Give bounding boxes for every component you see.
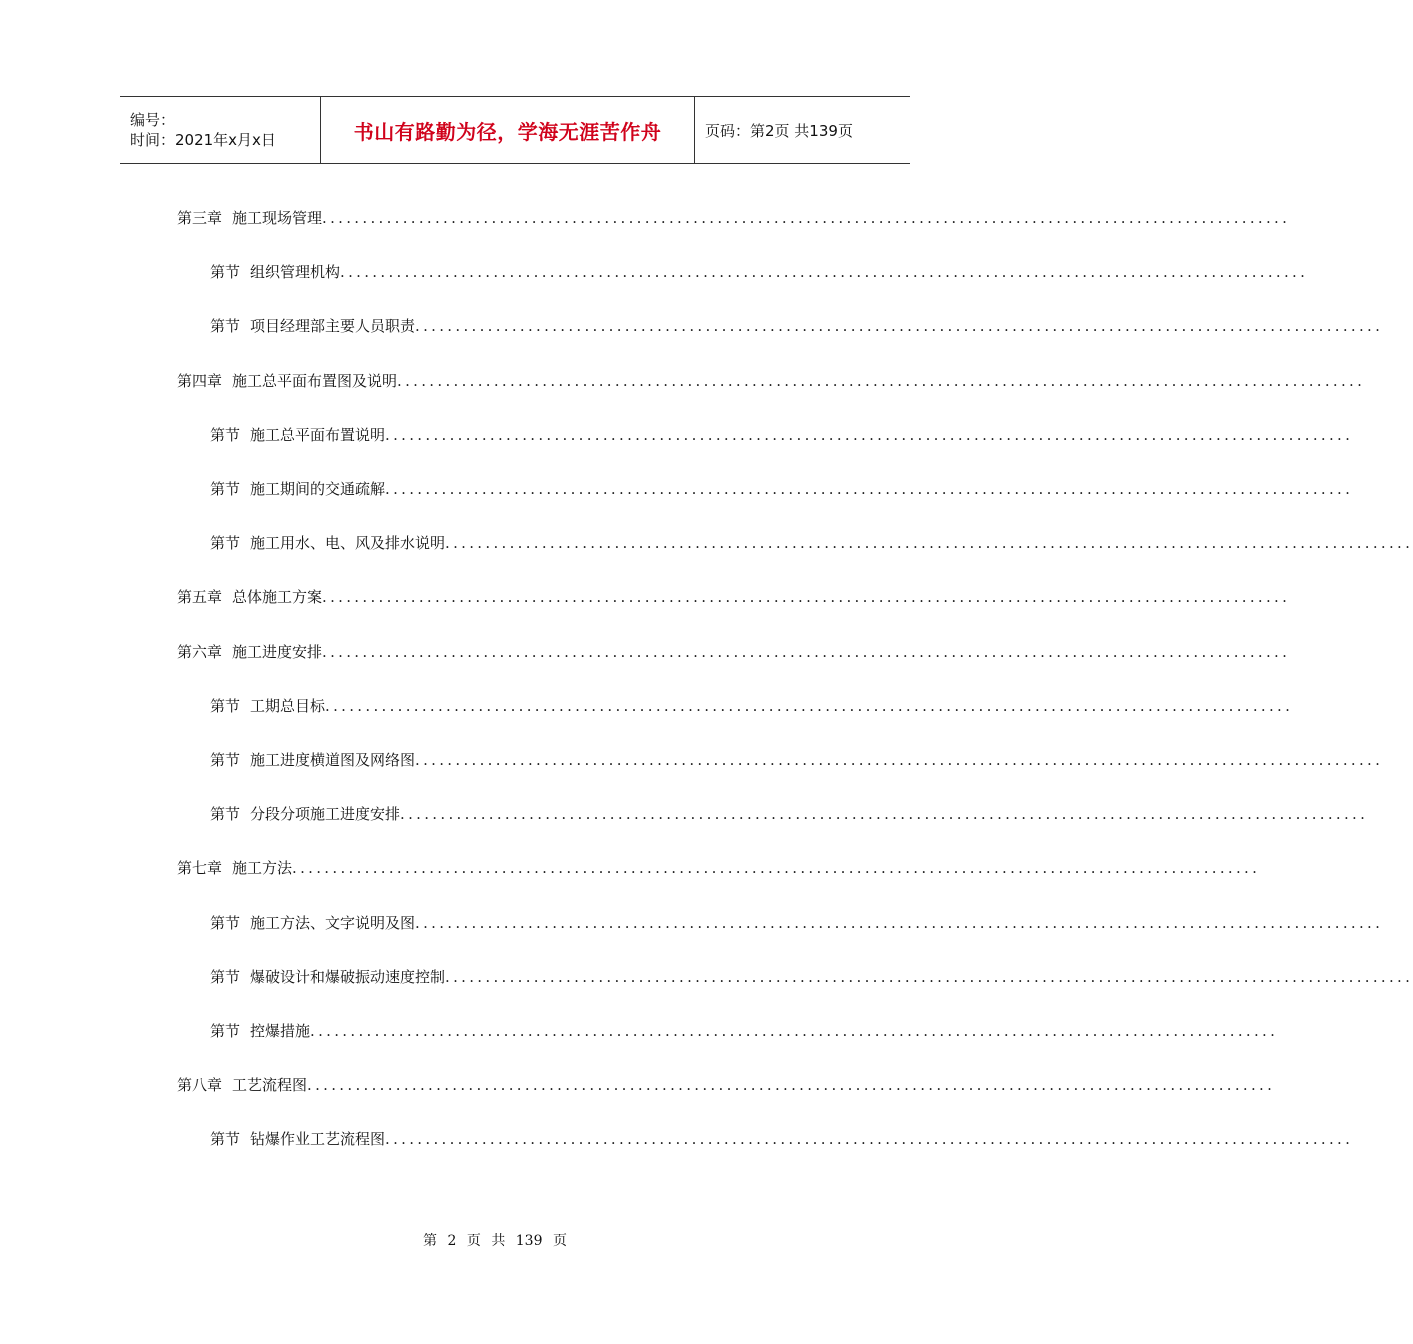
footer-page-number: 2 [447, 1233, 457, 1249]
toc-section-entry[interactable] [210, 261, 1309, 283]
toc-entry-number: 第节 [210, 751, 241, 769]
toc-entry-label [210, 1020, 310, 1042]
toc-entry-title: 施工总平面布置说明 [250, 426, 386, 444]
toc-section-entry[interactable] [210, 478, 1354, 500]
toc-dot-leader: ........................................................................................................................ [397, 372, 1366, 390]
toc-dot-leader: ........................................................................................................................ [307, 1076, 1276, 1094]
toc-chapter-entry[interactable] [177, 370, 1366, 392]
toc-dot-leader: ........................................................................................................................ [415, 751, 1384, 769]
toc-entry-title: 施工现场管理 [232, 209, 323, 227]
toc-entry-label [177, 641, 322, 663]
toc-entry-title: 施工方法、文字说明及图 [250, 914, 416, 932]
toc-section-entry[interactable] [210, 966, 1413, 988]
toc-entry-label [210, 532, 445, 554]
toc-entry-label [177, 586, 322, 608]
toc-entry-title: 钻爆作业工艺流程图 [250, 1130, 386, 1148]
toc-section-entry[interactable] [210, 315, 1384, 337]
toc-dot-leader: ........................................................................................................................ [340, 263, 1309, 281]
footer-di: 第 [423, 1233, 438, 1249]
toc-entry-number: 第三章 [177, 209, 223, 227]
toc-entry-title: 工期总目标 [250, 697, 326, 715]
toc-entry-number: 第四章 [177, 372, 223, 390]
toc-entry-title: 施工总平面布置图及说明 [232, 372, 398, 390]
toc-entry-number: 第节 [210, 914, 241, 932]
toc-dot-leader: ........................................................................................................................ [445, 534, 1413, 552]
toc-dot-leader: ........................................................................................................................ [322, 588, 1291, 606]
footer-ye2: 页 [552, 1233, 567, 1249]
serial-label: 编号： [130, 111, 176, 129]
toc-entry-label [210, 966, 445, 988]
toc-entry-label [177, 207, 322, 229]
toc-entry-number: 第节 [210, 1022, 241, 1040]
toc-section-entry[interactable] [210, 803, 1369, 825]
toc-dot-leader: ........................................................................................................................ [325, 697, 1294, 715]
toc-entry-number: 第五章 [177, 588, 223, 606]
toc-section-entry[interactable] [210, 912, 1384, 934]
toc-dot-leader: ........................................................................................................................ [400, 805, 1369, 823]
toc-entry-title: 组织管理机构 [250, 263, 341, 281]
toc-chapter-entry[interactable] [177, 1074, 1276, 1096]
toc-chapter-entry[interactable] [177, 641, 1291, 663]
toc-entry-label [210, 749, 415, 771]
toc-entry-label [177, 1074, 307, 1096]
toc-entry-title: 施工进度安排 [232, 643, 323, 661]
toc-entry-label [210, 912, 415, 934]
toc-entry-title: 施工期间的交通疏解 [250, 480, 386, 498]
toc-entry-title: 施工方法 [232, 859, 293, 877]
toc-entry-title: 施工用水、电、风及排水说明 [250, 534, 446, 552]
toc-dot-leader: ........................................................................................................................ [445, 968, 1413, 986]
toc-entry-title: 总体施工方案 [232, 588, 323, 606]
toc-section-entry[interactable] [210, 532, 1413, 554]
toc-dot-leader: ........................................................................................................................ [322, 643, 1291, 661]
footer-gong: 共 [491, 1233, 506, 1249]
toc-entry-number: 第节 [210, 480, 241, 498]
toc-entry-number: 第节 [210, 805, 241, 823]
toc-entry-number: 第节 [210, 968, 241, 986]
toc-entry-label [210, 695, 325, 717]
toc-entry-number: 第节 [210, 263, 241, 281]
page-info-text: 页码：第2页 共139页 [705, 121, 853, 140]
toc-entry-title: 施工进度横道图及网络图 [250, 751, 416, 769]
toc-entry-label [177, 370, 397, 392]
toc-entry-label [210, 424, 385, 446]
toc-entry-label [210, 1128, 385, 1150]
toc-dot-leader: ........................................................................................................................ [415, 914, 1384, 932]
footer-ye: 页 [466, 1233, 481, 1249]
toc-entry-number: 第节 [210, 697, 241, 715]
toc-entry-label [210, 803, 400, 825]
toc-entry-title: 爆破设计和爆破振动速度控制 [250, 968, 446, 986]
header-motto [321, 97, 695, 163]
toc-dot-leader: ........................................................................................................................ [385, 480, 1354, 498]
toc-section-entry[interactable] [210, 424, 1354, 446]
header-meta [120, 97, 321, 163]
motto-text: 书山有路勤为径，学海无涯苦作舟 [353, 119, 662, 144]
toc-chapter-entry[interactable] [177, 857, 1261, 879]
toc-dot-leader: ........................................................................................................................ [322, 209, 1291, 227]
toc-entry-title: 工艺流程图 [232, 1076, 308, 1094]
header-page-info [695, 97, 910, 163]
toc-entry-title: 分段分项施工进度安排 [250, 805, 401, 823]
toc-dot-leader: ........................................................................................................................ [415, 317, 1384, 335]
toc-entry-title: 项目经理部主要人员职责 [250, 317, 416, 335]
toc-entry-number: 第节 [210, 534, 241, 552]
toc-entry-label [177, 857, 292, 879]
toc-entry-label [210, 478, 385, 500]
toc-entry-number: 第节 [210, 426, 241, 444]
toc-dot-leader: ........................................................................................................................ [385, 426, 1354, 444]
toc-entry-number: 第六章 [177, 643, 223, 661]
toc-entry-number: 第节 [210, 317, 241, 335]
toc-entry-number: 第八章 [177, 1076, 223, 1094]
toc-entry-title: 控爆措施 [250, 1022, 311, 1040]
toc-chapter-entry[interactable] [177, 586, 1291, 608]
toc-entry-number: 第七章 [177, 859, 223, 877]
toc-chapter-entry[interactable] [177, 207, 1291, 229]
toc-dot-leader: ........................................................................................................................ [310, 1022, 1279, 1040]
page-header [120, 96, 910, 164]
toc-section-entry[interactable] [210, 695, 1294, 717]
toc-dot-leader: ........................................................................................................................ [292, 859, 1261, 877]
toc-entry-label [210, 261, 340, 283]
toc-entry-label [210, 315, 415, 337]
toc-section-entry[interactable] [210, 1128, 1354, 1150]
page-footer [0, 1230, 950, 1250]
toc-entry-number: 第节 [210, 1130, 241, 1148]
footer-total-pages: 139 [515, 1233, 543, 1249]
time-label: 时间：2021年x月x日 [130, 131, 276, 149]
toc-dot-leader: ........................................................................................................................ [385, 1130, 1354, 1148]
toc-section-entry[interactable] [210, 1020, 1279, 1042]
toc-section-entry[interactable] [210, 749, 1384, 771]
